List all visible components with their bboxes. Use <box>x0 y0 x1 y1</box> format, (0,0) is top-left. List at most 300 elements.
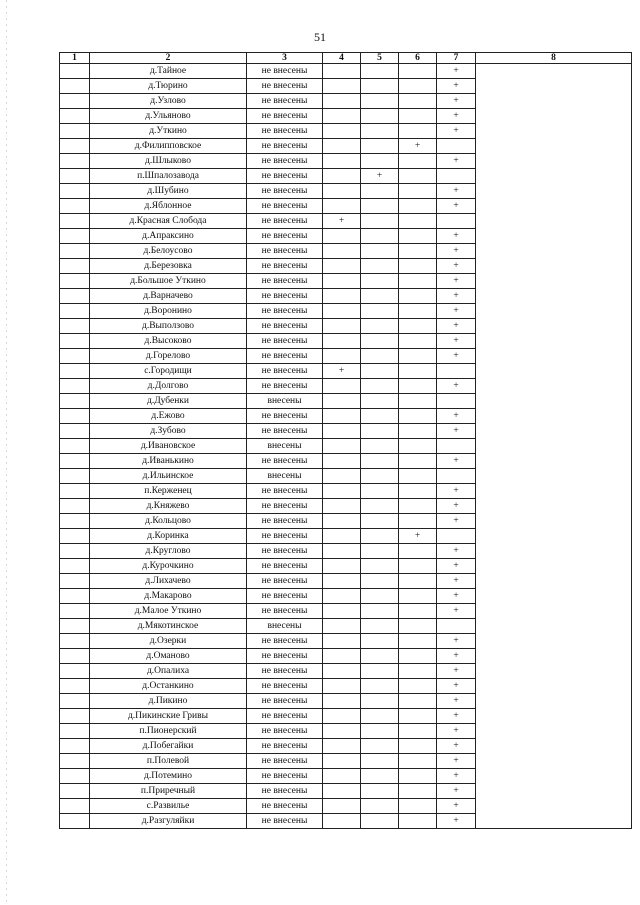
col-4-mark-cell <box>323 754 361 769</box>
col-6-mark-cell <box>399 574 437 589</box>
col-7-mark-cell <box>437 214 476 229</box>
header-row <box>60 53 632 64</box>
row-number-cell <box>60 199 90 214</box>
col-7-mark-cell <box>437 169 476 184</box>
col-6-mark-cell <box>399 484 437 499</box>
col-5-mark-cell <box>361 424 399 439</box>
col-7-mark-cell: + <box>437 544 476 559</box>
row-number-cell <box>60 319 90 334</box>
col-5-mark-cell <box>361 124 399 139</box>
col-4-mark-cell <box>323 199 361 214</box>
col-5-mark-cell <box>361 259 399 274</box>
col-7-mark-cell: + <box>437 259 476 274</box>
col-4-mark-cell <box>323 604 361 619</box>
col-4-mark-cell <box>323 739 361 754</box>
row-number-cell <box>60 814 90 829</box>
row-number-cell <box>60 229 90 244</box>
col-4-mark-cell <box>323 304 361 319</box>
settlement-name-cell: д.Разгуляйки <box>90 814 247 829</box>
col-4-mark-cell <box>323 724 361 739</box>
settlement-name-cell: д.Макарово <box>90 589 247 604</box>
header-col-7: 7 <box>437 53 476 64</box>
row-number-cell <box>60 259 90 274</box>
col-4-mark-cell <box>323 649 361 664</box>
col-7-mark-cell: + <box>437 769 476 784</box>
status-cell: не внесены <box>247 529 323 544</box>
row-number-cell <box>60 364 90 379</box>
col-5-mark-cell <box>361 604 399 619</box>
row-number-cell <box>60 574 90 589</box>
col-4-mark-cell <box>323 814 361 829</box>
status-cell: не внесены <box>247 514 323 529</box>
status-cell: не внесены <box>247 79 323 94</box>
col-6-mark-cell <box>399 349 437 364</box>
col-5-mark-cell <box>361 334 399 349</box>
row-number-cell <box>60 604 90 619</box>
col-6-mark-cell <box>399 814 437 829</box>
status-cell: не внесены <box>247 139 323 154</box>
col-6-mark-cell <box>399 439 437 454</box>
status-cell: не внесены <box>247 589 323 604</box>
col-6-mark-cell <box>399 244 437 259</box>
status-cell: не внесены <box>247 259 323 274</box>
settlement-name-cell: д.Варначево <box>90 289 247 304</box>
col-7-mark-cell: + <box>437 559 476 574</box>
col-4-mark-cell <box>323 544 361 559</box>
row-number-cell <box>60 664 90 679</box>
col-5-mark-cell <box>361 349 399 364</box>
col-4-mark-cell <box>323 124 361 139</box>
row-number-cell <box>60 469 90 484</box>
col-4-mark-cell <box>323 349 361 364</box>
header-col-4: 4 <box>323 53 361 64</box>
settlement-name-cell: д.Высоково <box>90 334 247 349</box>
col-4-mark-cell <box>323 619 361 634</box>
row-number-cell <box>60 784 90 799</box>
col-6-mark-cell <box>399 124 437 139</box>
col-7-mark-cell: + <box>437 754 476 769</box>
settlement-name-cell: д.Красная Слобода <box>90 214 247 229</box>
row-number-cell <box>60 124 90 139</box>
settlement-name-cell: п.Керженец <box>90 484 247 499</box>
col-5-mark-cell <box>361 199 399 214</box>
col-5-mark-cell <box>361 64 399 79</box>
row-number-cell <box>60 274 90 289</box>
settlement-name-cell: д.Долгово <box>90 379 247 394</box>
col-7-mark-cell <box>437 139 476 154</box>
col-5-mark-cell <box>361 619 399 634</box>
row-number-cell <box>60 454 90 469</box>
row-number-cell <box>60 514 90 529</box>
settlement-name-cell: д.Побегайки <box>90 739 247 754</box>
row-number-cell <box>60 619 90 634</box>
col-6-mark-cell <box>399 259 437 274</box>
row-number-cell <box>60 634 90 649</box>
col-5-mark-cell <box>361 739 399 754</box>
col-6-mark-cell <box>399 604 437 619</box>
col-6-mark-cell <box>399 304 437 319</box>
row-number-cell <box>60 334 90 349</box>
row-number-cell <box>60 409 90 424</box>
settlement-name-cell: д.Шубино <box>90 184 247 199</box>
status-cell: внесены <box>247 619 323 634</box>
row-number-cell <box>60 169 90 184</box>
row-number-cell <box>60 694 90 709</box>
col-5-mark-cell <box>361 499 399 514</box>
status-cell: не внесены <box>247 364 323 379</box>
col-5-mark-cell <box>361 94 399 109</box>
col-4-mark-cell <box>323 94 361 109</box>
col-5-mark-cell <box>361 439 399 454</box>
col-7-mark-cell: + <box>437 199 476 214</box>
col-5-mark-cell <box>361 214 399 229</box>
settlement-name-cell: д.Большое Уткино <box>90 274 247 289</box>
col-7-mark-cell: + <box>437 499 476 514</box>
col-7-mark-cell: + <box>437 589 476 604</box>
header-col-3: 3 <box>247 53 323 64</box>
col-4-mark-cell <box>323 799 361 814</box>
status-cell: не внесены <box>247 724 323 739</box>
status-cell: не внесены <box>247 64 323 79</box>
row-number-cell <box>60 304 90 319</box>
settlement-name-cell: д.Дубенки <box>90 394 247 409</box>
col-5-mark-cell <box>361 244 399 259</box>
settlement-name-cell: д.Горелово <box>90 349 247 364</box>
col-4-mark-cell <box>323 409 361 424</box>
col-5-mark-cell <box>361 574 399 589</box>
col-4-mark-cell <box>323 709 361 724</box>
row-number-cell <box>60 679 90 694</box>
settlement-name-cell: д.Коринка <box>90 529 247 544</box>
col-7-mark-cell: + <box>437 454 476 469</box>
col-5-mark-cell <box>361 484 399 499</box>
col-4-mark-cell <box>323 64 361 79</box>
settlement-name-cell: д.Кольцово <box>90 514 247 529</box>
settlement-name-cell: п.Пионерский <box>90 724 247 739</box>
settlement-name-cell: д.Белоусово <box>90 244 247 259</box>
col-6-mark-cell <box>399 649 437 664</box>
col-7-mark-cell: + <box>437 814 476 829</box>
col-6-mark-cell <box>399 169 437 184</box>
col-4-mark-cell <box>323 664 361 679</box>
col-7-mark-cell: + <box>437 664 476 679</box>
settlement-name-cell: д.Узлово <box>90 94 247 109</box>
col-7-mark-cell: + <box>437 124 476 139</box>
col-7-mark-cell: + <box>437 409 476 424</box>
col-6-mark-cell <box>399 109 437 124</box>
col-5-mark-cell <box>361 529 399 544</box>
row-number-cell <box>60 499 90 514</box>
col-7-mark-cell <box>437 394 476 409</box>
status-cell: не внесены <box>247 304 323 319</box>
col-7-mark-cell: + <box>437 184 476 199</box>
col-4-mark-cell <box>323 319 361 334</box>
row-number-cell <box>60 184 90 199</box>
col-7-mark-cell: + <box>437 634 476 649</box>
col-5-mark-cell <box>361 649 399 664</box>
col-6-mark-cell <box>399 409 437 424</box>
col-8-cell <box>476 64 632 829</box>
status-cell: не внесены <box>247 694 323 709</box>
col-7-mark-cell: + <box>437 679 476 694</box>
col-6-mark-cell <box>399 769 437 784</box>
row-number-cell <box>60 109 90 124</box>
settlement-name-cell: д.Ульяново <box>90 109 247 124</box>
settlement-name-cell: д.Выползово <box>90 319 247 334</box>
status-cell: не внесены <box>247 754 323 769</box>
settlement-name-cell: д.Филипповское <box>90 139 247 154</box>
col-4-mark-cell <box>323 259 361 274</box>
row-number-cell <box>60 349 90 364</box>
status-cell: не внесены <box>247 184 323 199</box>
col-7-mark-cell: + <box>437 94 476 109</box>
col-6-mark-cell <box>399 424 437 439</box>
header-col-8: 8 <box>476 53 632 64</box>
col-7-mark-cell: + <box>437 79 476 94</box>
settlement-name-cell: д.Иванькино <box>90 454 247 469</box>
status-cell: не внесены <box>247 634 323 649</box>
col-7-mark-cell <box>437 529 476 544</box>
col-6-mark-cell <box>399 289 437 304</box>
status-cell: не внесены <box>247 124 323 139</box>
col-4-mark-cell: + <box>323 364 361 379</box>
header-col-6: 6 <box>399 53 437 64</box>
row-number-cell <box>60 799 90 814</box>
col-4-mark-cell <box>323 424 361 439</box>
col-7-mark-cell: + <box>437 109 476 124</box>
settlement-name-cell: д.Лихачево <box>90 574 247 589</box>
settlement-name-cell: д.Останкино <box>90 679 247 694</box>
col-6-mark-cell <box>399 799 437 814</box>
col-7-mark-cell: + <box>437 799 476 814</box>
status-cell: не внесены <box>247 349 323 364</box>
col-5-mark-cell <box>361 754 399 769</box>
col-6-mark-cell <box>399 724 437 739</box>
status-cell: не внесены <box>247 244 323 259</box>
settlement-name-cell: д.Пикинские Гривы <box>90 709 247 724</box>
col-4-mark-cell <box>323 634 361 649</box>
col-4-mark-cell <box>323 484 361 499</box>
col-5-mark-cell <box>361 769 399 784</box>
status-cell: не внесены <box>247 319 323 334</box>
col-4-mark-cell <box>323 574 361 589</box>
settlement-name-cell: д.Ильинское <box>90 469 247 484</box>
status-cell: не внесены <box>247 799 323 814</box>
settlement-name-cell: д.Яблонное <box>90 199 247 214</box>
row-number-cell <box>60 64 90 79</box>
status-cell: не внесены <box>247 424 323 439</box>
status-cell: не внесены <box>247 769 323 784</box>
status-cell: не внесены <box>247 499 323 514</box>
col-5-mark-cell <box>361 454 399 469</box>
col-7-mark-cell: + <box>437 574 476 589</box>
col-6-mark-cell: + <box>399 139 437 154</box>
row-number-cell <box>60 709 90 724</box>
col-7-mark-cell: + <box>437 154 476 169</box>
col-4-mark-cell <box>323 784 361 799</box>
col-6-mark-cell <box>399 619 437 634</box>
col-6-mark-cell <box>399 784 437 799</box>
col-5-mark-cell <box>361 634 399 649</box>
settlement-name-cell: д.Ивановское <box>90 439 247 454</box>
col-6-mark-cell <box>399 739 437 754</box>
status-cell: не внесены <box>247 154 323 169</box>
col-5-mark-cell <box>361 394 399 409</box>
col-5-mark-cell <box>361 784 399 799</box>
settlement-name-cell: д.Тайное <box>90 64 247 79</box>
settlement-name-cell: п.Шпалозавода <box>90 169 247 184</box>
status-cell: не внесены <box>247 334 323 349</box>
col-6-mark-cell <box>399 694 437 709</box>
col-4-mark-cell <box>323 139 361 154</box>
row-number-cell <box>60 289 90 304</box>
settlement-name-cell: д.Тюрино <box>90 79 247 94</box>
col-6-mark-cell <box>399 79 437 94</box>
row-number-cell <box>60 754 90 769</box>
col-7-mark-cell: + <box>437 349 476 364</box>
settlement-name-cell: д.Потемино <box>90 769 247 784</box>
col-4-mark-cell <box>323 439 361 454</box>
row-number-cell <box>60 244 90 259</box>
scan-edge-mark <box>6 0 7 905</box>
settlement-name-cell: д.Ежово <box>90 409 247 424</box>
col-7-mark-cell: + <box>437 289 476 304</box>
settlement-name-cell: д.Воронино <box>90 304 247 319</box>
col-6-mark-cell <box>399 469 437 484</box>
col-6-mark-cell <box>399 544 437 559</box>
row-number-cell <box>60 484 90 499</box>
col-7-mark-cell: + <box>437 319 476 334</box>
row-number-cell <box>60 769 90 784</box>
col-6-mark-cell <box>399 454 437 469</box>
row-number-cell <box>60 649 90 664</box>
col-5-mark-cell <box>361 559 399 574</box>
col-5-mark-cell <box>361 289 399 304</box>
col-4-mark-cell <box>323 769 361 784</box>
row-number-cell <box>60 529 90 544</box>
col-4-mark-cell <box>323 334 361 349</box>
settlement-name-cell: п.Приречный <box>90 784 247 799</box>
status-cell: внесены <box>247 394 323 409</box>
status-cell: не внесены <box>247 484 323 499</box>
col-5-mark-cell <box>361 79 399 94</box>
col-7-mark-cell: + <box>437 484 476 499</box>
col-6-mark-cell <box>399 364 437 379</box>
settlement-name-cell: д.Апраксино <box>90 229 247 244</box>
status-cell: не внесены <box>247 454 323 469</box>
col-5-mark-cell <box>361 709 399 724</box>
settlement-name-cell: д.Пикино <box>90 694 247 709</box>
col-4-mark-cell <box>323 244 361 259</box>
settlement-name-cell: д.Оманово <box>90 649 247 664</box>
col-7-mark-cell: + <box>437 64 476 79</box>
status-cell: не внесены <box>247 679 323 694</box>
col-4-mark-cell <box>323 289 361 304</box>
col-4-mark-cell <box>323 79 361 94</box>
row-number-cell <box>60 379 90 394</box>
settlement-name-cell: д.Круглово <box>90 544 247 559</box>
col-6-mark-cell <box>399 634 437 649</box>
col-6-mark-cell <box>399 199 437 214</box>
settlement-name-cell: д.Зубово <box>90 424 247 439</box>
status-cell: не внесены <box>247 544 323 559</box>
status-cell: не внесены <box>247 814 323 829</box>
page-number: 51 <box>314 30 326 44</box>
col-6-mark-cell <box>399 64 437 79</box>
status-cell: не внесены <box>247 169 323 184</box>
col-5-mark-cell <box>361 379 399 394</box>
col-5-mark-cell <box>361 109 399 124</box>
col-6-mark-cell <box>399 394 437 409</box>
col-7-mark-cell: + <box>437 724 476 739</box>
col-7-mark-cell: + <box>437 379 476 394</box>
col-5-mark-cell <box>361 664 399 679</box>
col-7-mark-cell: + <box>437 304 476 319</box>
col-5-mark-cell <box>361 184 399 199</box>
status-cell: не внесены <box>247 274 323 289</box>
settlement-name-cell: д.Мякотинское <box>90 619 247 634</box>
col-7-mark-cell <box>437 439 476 454</box>
row-number-cell <box>60 154 90 169</box>
col-6-mark-cell <box>399 679 437 694</box>
col-5-mark-cell: + <box>361 169 399 184</box>
row-number-cell <box>60 589 90 604</box>
settlement-name-cell: д.Березовка <box>90 259 247 274</box>
col-4-mark-cell <box>323 529 361 544</box>
row-number-cell <box>60 394 90 409</box>
col-5-mark-cell <box>361 154 399 169</box>
status-cell: не внесены <box>247 574 323 589</box>
col-6-mark-cell <box>399 334 437 349</box>
status-cell: не внесены <box>247 379 323 394</box>
status-cell: не внесены <box>247 229 323 244</box>
col-5-mark-cell <box>361 139 399 154</box>
col-4-mark-cell <box>323 229 361 244</box>
row-number-cell <box>60 559 90 574</box>
col-7-mark-cell: + <box>437 274 476 289</box>
status-cell: не внесены <box>247 199 323 214</box>
col-4-mark-cell <box>323 514 361 529</box>
col-4-mark-cell <box>323 679 361 694</box>
header-col-2: 2 <box>90 53 247 64</box>
col-5-mark-cell <box>361 814 399 829</box>
status-cell: не внесены <box>247 109 323 124</box>
col-5-mark-cell <box>361 799 399 814</box>
col-6-mark-cell: + <box>399 529 437 544</box>
col-6-mark-cell <box>399 499 437 514</box>
col-4-mark-cell <box>323 394 361 409</box>
col-4-mark-cell <box>323 454 361 469</box>
col-6-mark-cell <box>399 94 437 109</box>
col-5-mark-cell <box>361 229 399 244</box>
col-4-mark-cell <box>323 109 361 124</box>
col-7-mark-cell: + <box>437 604 476 619</box>
col-4-mark-cell: + <box>323 214 361 229</box>
col-6-mark-cell <box>399 274 437 289</box>
row-number-cell <box>60 214 90 229</box>
settlement-name-cell: с.Городищи <box>90 364 247 379</box>
col-5-mark-cell <box>361 304 399 319</box>
status-cell: не внесены <box>247 604 323 619</box>
col-7-mark-cell: + <box>437 244 476 259</box>
row-number-cell <box>60 139 90 154</box>
col-4-mark-cell <box>323 154 361 169</box>
col-5-mark-cell <box>361 514 399 529</box>
status-cell: не внесены <box>247 784 323 799</box>
header-col-1: 1 <box>60 53 90 64</box>
col-4-mark-cell <box>323 499 361 514</box>
settlement-name-cell: д.Уткино <box>90 124 247 139</box>
